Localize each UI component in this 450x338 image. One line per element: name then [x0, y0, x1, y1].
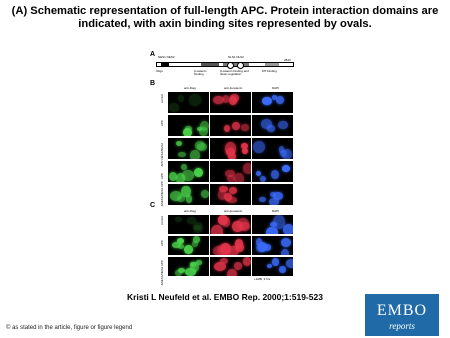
cell-blob — [214, 262, 226, 271]
micrograph-tile — [210, 161, 251, 182]
cell-blob — [211, 225, 223, 234]
micrograph-tile — [252, 138, 293, 159]
panel-c-label: C — [150, 202, 156, 209]
cell-blob — [272, 95, 277, 99]
cell-blob — [218, 215, 228, 224]
cell-blob — [227, 269, 237, 276]
mt-binding-domain — [265, 63, 279, 66]
cell-blob — [266, 227, 277, 234]
cell-blob — [192, 241, 197, 247]
schematic-length-label: 2843 — [284, 58, 291, 62]
cell-blob — [267, 125, 275, 132]
lmb-treatment-label: +LMB, 3 hrs — [254, 277, 271, 281]
cell-blob — [169, 172, 177, 181]
cell-blob — [241, 124, 248, 131]
cell-blob — [267, 264, 273, 268]
micrograph-tile — [168, 138, 209, 159]
cell-blob — [278, 121, 287, 128]
cell-blob — [182, 170, 194, 181]
cell-blob — [256, 171, 262, 176]
cell-blob — [213, 96, 224, 105]
cell-blob — [178, 152, 185, 157]
cell-blob — [186, 195, 193, 203]
micrograph-tile — [168, 92, 209, 113]
embo-reports-logo — [365, 294, 439, 336]
cell-blob — [260, 176, 266, 182]
micrograph-tile — [168, 257, 209, 276]
cell-blob — [232, 122, 240, 130]
cell-blob — [177, 195, 185, 202]
schematic-binding1-label: β-catenin binding — [194, 69, 207, 76]
cell-blob — [281, 249, 289, 255]
row-c-label: ΔNES1/NES2 APC — [160, 260, 164, 286]
schematic-nls-label: NLS1 NLS2 — [228, 55, 244, 59]
row-b-label: APC NES1/NES2 — [160, 143, 164, 167]
cell-blob — [283, 224, 293, 234]
cell-blob — [224, 125, 230, 132]
cell-blob — [228, 153, 237, 159]
row-b-label: APC — [160, 120, 164, 127]
panel-a-label: A — [150, 51, 156, 58]
cell-blob — [175, 270, 181, 276]
cell-blob — [227, 197, 237, 204]
col-b-catenin-label: anti-β-catenin — [224, 86, 243, 90]
micrograph-tile — [252, 92, 293, 113]
cell-blob — [183, 128, 192, 136]
micrograph-tile — [210, 215, 251, 234]
micrograph-tile — [168, 184, 209, 205]
axin-binding-oval — [237, 62, 244, 69]
micrograph-tile — [168, 161, 209, 182]
micrograph-tile — [252, 236, 293, 255]
cell-blob — [199, 127, 208, 136]
cell-blob — [235, 239, 244, 249]
cell-blob — [187, 217, 197, 224]
cell-blob — [169, 103, 179, 112]
row-c-label: control — [160, 216, 164, 226]
cell-blob — [276, 96, 284, 104]
cell-blob — [229, 187, 238, 195]
cell-blob — [243, 163, 251, 173]
micrograph-tile — [168, 215, 209, 234]
cell-blob — [253, 141, 265, 154]
cell-blob — [259, 197, 266, 203]
cell-blob — [189, 94, 201, 106]
copyright-footer: © as stated in the article, figure or figure legend — [6, 325, 133, 331]
schematic-binding3-label: MT binding — [262, 69, 277, 73]
cell-blob — [218, 190, 226, 199]
figure-panel — [144, 50, 306, 286]
micrograph-tile — [210, 184, 251, 205]
slide-title: (A) Schematic representation of full-length APC. Protein interaction domains are indicated, with axin binding sites represented by ovals. — [11, 5, 439, 30]
cell-blob — [175, 217, 182, 222]
cell-blob — [229, 96, 237, 105]
micrograph-tile — [210, 236, 251, 255]
schematic-oligo-label: Oligo — [156, 69, 164, 73]
cell-blob — [234, 262, 242, 270]
cell-blob — [243, 257, 251, 265]
row-b-label: control — [160, 94, 164, 104]
row-b-label: APC — [160, 173, 164, 180]
cell-blob — [272, 258, 279, 265]
cell-blob — [286, 259, 293, 268]
cell-blob — [282, 165, 290, 172]
cell-blob — [220, 243, 231, 255]
micrograph-tile — [210, 257, 251, 276]
cell-blob — [242, 148, 248, 154]
micrograph-tile — [252, 184, 293, 205]
micrograph-tile — [210, 138, 251, 159]
axin-binding-oval — [227, 62, 234, 69]
cell-blob — [271, 170, 279, 179]
cell-blob — [178, 95, 184, 101]
cell-blob — [225, 170, 235, 178]
cell-blob — [176, 141, 182, 146]
col-c-flag-label: anti-Flag — [184, 209, 196, 213]
cell-blob — [181, 164, 187, 170]
cell-blob — [264, 244, 272, 250]
cell-blob — [262, 97, 271, 105]
micrograph-tile — [252, 215, 293, 234]
row-b-label: ΔNES1/NES2 APC — [160, 181, 164, 207]
cell-blob — [273, 192, 283, 200]
cell-blob — [279, 266, 285, 273]
cell-blob — [234, 173, 244, 182]
micrograph-tile — [210, 92, 251, 113]
panel-b-label: B — [150, 80, 156, 87]
logo-line2: reports — [389, 321, 415, 331]
cell-blob — [282, 149, 292, 159]
oligo-domain — [161, 63, 169, 66]
apc-gene-schematic — [156, 62, 294, 67]
col-b-flag-label: anti-Flag — [184, 86, 196, 90]
micrograph-tile — [252, 257, 293, 276]
micrograph-tile — [210, 115, 251, 136]
col-c-catenin-label: anti-β-catenin — [224, 209, 243, 213]
micrograph-tile — [252, 161, 293, 182]
cell-blob — [194, 168, 203, 177]
micrograph-tile — [168, 236, 209, 255]
cell-blob — [195, 141, 205, 150]
cell-blob — [184, 245, 193, 254]
col-c-dapi-label: DAPI — [272, 209, 280, 213]
cell-blob — [281, 238, 291, 247]
cell-blob — [256, 238, 262, 245]
cell-blob — [190, 150, 201, 159]
schematic-binding2-label: β-catenin binding and down-regulation — [220, 69, 249, 76]
cell-blob — [196, 260, 202, 264]
cell-blob — [232, 221, 242, 232]
citation: Kristi L Neufeld et al. EMBO Rep. 2000;1:519-523 — [127, 292, 323, 302]
logo-line1: EMBO — [376, 302, 428, 319]
beta-catenin-binding-domain — [201, 63, 219, 66]
cell-blob — [190, 262, 195, 267]
col-b-dapi-label: DAPI — [272, 86, 280, 90]
row-c-label: APC — [160, 240, 164, 247]
micrograph-tile — [168, 115, 209, 136]
micrograph-tile — [252, 115, 293, 136]
schematic-nes-label: NES1 NES2 — [158, 55, 175, 59]
cell-blob — [201, 190, 209, 198]
